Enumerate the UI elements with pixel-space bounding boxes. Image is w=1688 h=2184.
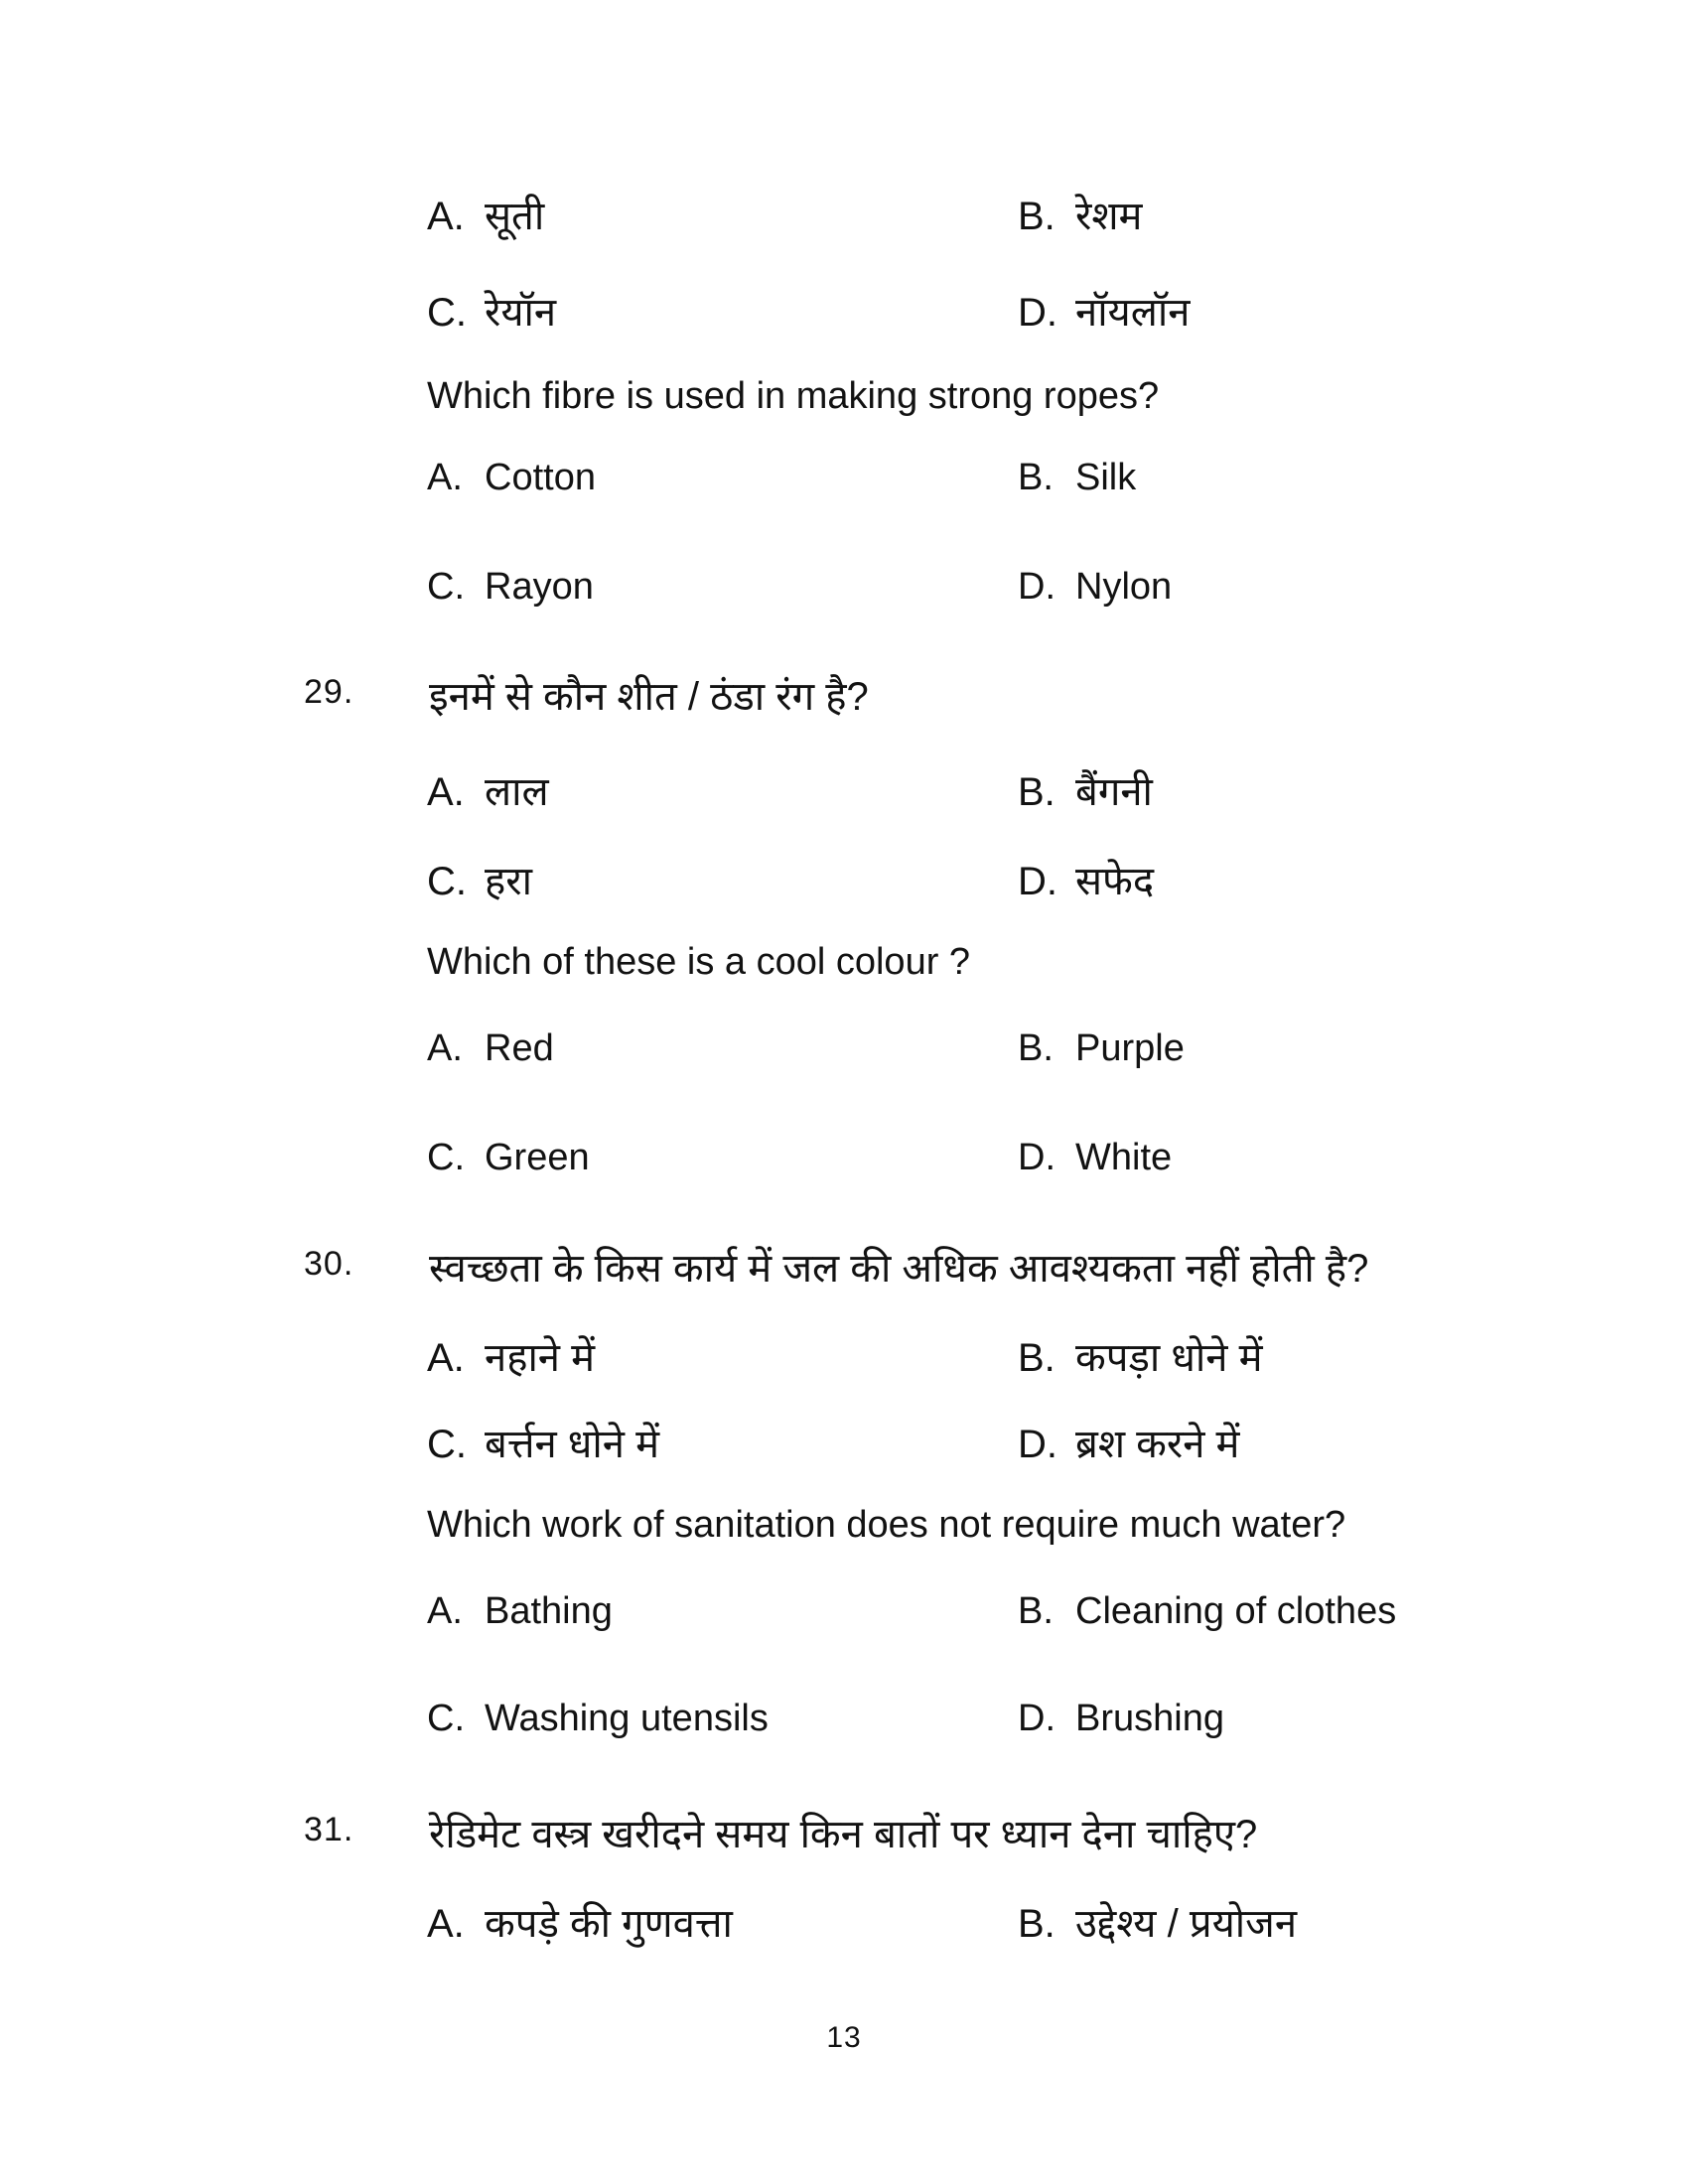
q29-english-option-d [1018, 1137, 1172, 1179]
page-number: 13 [826, 2021, 862, 2054]
option-letter: B. [1018, 1336, 1055, 1380]
q28-hindi-option-a [427, 187, 544, 241]
q29-hindi-question-text: इनमें से कौन शीत / ठंडा रंग है? [429, 675, 869, 719]
q28-english-question-text: Which fibre is used in making strong ropes? [427, 375, 1160, 417]
option-text: हरा [485, 860, 532, 903]
q30-hindi-question-text: स्वच्छता के किस कार्य में जल की अधिक आवश्यकता नहीं होती है? [429, 1247, 1369, 1291]
option-text: सूती [485, 195, 545, 238]
q30-english-option-b [1018, 1590, 1396, 1633]
option-text: रेयॉन [485, 291, 557, 335]
option-letter: B. [1018, 1590, 1054, 1632]
option-text: लाल [485, 770, 549, 814]
option-letter: A. [427, 1027, 463, 1069]
q31-hindi-question-text: रेडिमेट वस्त्र खरीदने समय किन बातों पर ध्यान देना चाहिए? [429, 1813, 1258, 1856]
option-letter: C. [427, 566, 465, 608]
option-letter: D. [1018, 1698, 1055, 1739]
option-text: Silk [1075, 457, 1137, 498]
option-letter: D. [1018, 1423, 1057, 1466]
option-text: White [1075, 1137, 1173, 1178]
q29-english-question-text: Which of these is a cool colour ? [427, 941, 971, 983]
option-text: उद्देश्य / प्रयोजन [1075, 1902, 1298, 1946]
option-text: Washing utensils [485, 1698, 769, 1739]
option-text: नहाने में [485, 1336, 596, 1380]
option-letter: C. [427, 1137, 465, 1178]
q29-hindi-option-b [1018, 762, 1153, 817]
q29-hindi-option-a [427, 762, 549, 817]
option-letter: A. [427, 770, 465, 814]
option-letter: A. [427, 1902, 465, 1946]
option-letter: C. [427, 291, 467, 335]
option-text: कपड़ा धोने में [1075, 1336, 1263, 1380]
q31-number: 31. [304, 1811, 354, 1848]
q28-hindi-option-d [1018, 283, 1190, 338]
q28-english-option-d [1018, 566, 1172, 609]
option-letter: B. [1018, 195, 1055, 238]
option-text: Bathing [485, 1590, 613, 1632]
q29-hindi-option-d [1018, 852, 1154, 906]
q30-number: 30. [304, 1245, 354, 1283]
q30-hindi-option-a [427, 1328, 595, 1383]
q30-hindi-option-c [427, 1415, 659, 1469]
option-letter: D. [1018, 291, 1057, 335]
option-text: नॉयलॉन [1075, 291, 1191, 335]
option-text: Purple [1075, 1027, 1185, 1069]
option-letter: D. [1018, 860, 1057, 903]
q30-hindi-option-d [1018, 1415, 1239, 1469]
option-text: बैंगनी [1075, 770, 1153, 814]
option-text: Brushing [1075, 1698, 1224, 1739]
option-text: ब्रश करने में [1075, 1423, 1240, 1466]
option-text: Nylon [1075, 566, 1173, 608]
option-letter: C. [427, 860, 467, 903]
option-letter: A. [427, 1590, 463, 1632]
option-text: रेशम [1075, 195, 1143, 238]
q31-hindi-option-a [427, 1894, 733, 1949]
option-letter: C. [427, 1698, 465, 1739]
q30-english-option-c [427, 1698, 769, 1740]
option-text: कपड़े की गुणवत्ता [485, 1902, 733, 1946]
option-text: Red [485, 1027, 554, 1069]
q28-hindi-option-b [1018, 187, 1142, 241]
option-letter: A. [427, 457, 463, 498]
q30-english-option-d [1018, 1698, 1224, 1740]
q29-number: 29. [304, 673, 354, 711]
option-text: बर्त्तन धोने में [485, 1423, 659, 1466]
q30-hindi-option-b [1018, 1328, 1263, 1383]
q29-hindi-option-c [427, 852, 532, 906]
option-text: Rayon [485, 566, 594, 608]
option-text: सफेद [1075, 860, 1155, 903]
q28-english-option-a [427, 457, 596, 499]
option-letter: B. [1018, 457, 1054, 498]
option-letter: B. [1018, 770, 1055, 814]
option-text: Green [485, 1137, 590, 1178]
q31-hindi-option-b [1018, 1894, 1297, 1949]
option-text: Cleaning of clothes [1075, 1590, 1397, 1632]
option-letter: B. [1018, 1902, 1055, 1946]
option-letter: B. [1018, 1027, 1054, 1069]
option-letter: A. [427, 1336, 465, 1380]
q28-hindi-option-c [427, 283, 556, 338]
q29-english-option-c [427, 1137, 590, 1179]
q30-english-question-text: Which work of sanitation does not require much water? [427, 1504, 1346, 1546]
option-letter: C. [427, 1423, 467, 1466]
q29-english-option-a [427, 1027, 554, 1070]
option-letter: A. [427, 195, 465, 238]
option-letter: D. [1018, 566, 1055, 608]
q28-english-option-c [427, 566, 594, 609]
option-letter: D. [1018, 1137, 1055, 1178]
q28-english-option-b [1018, 457, 1136, 499]
option-text: Cotton [485, 457, 596, 498]
q30-english-option-a [427, 1590, 613, 1633]
q29-english-option-b [1018, 1027, 1185, 1070]
